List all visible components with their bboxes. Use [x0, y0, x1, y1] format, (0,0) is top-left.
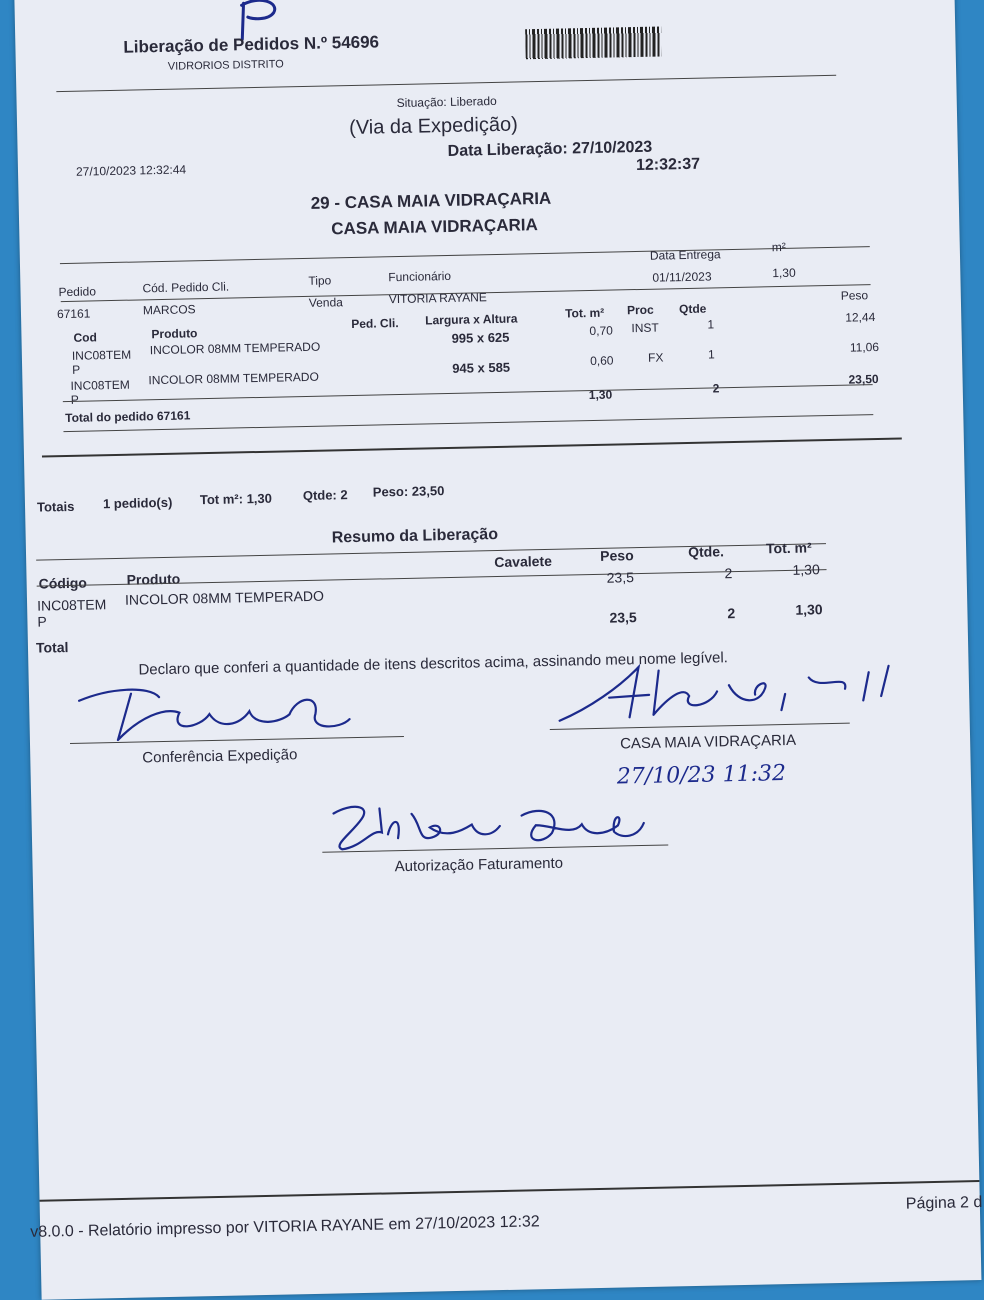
via-label: (Via da Expedição): [348, 113, 518, 140]
release-time: 12:32:37: [635, 155, 701, 175]
divider: [63, 384, 873, 402]
conferencia-label: Conferência Expedição: [142, 746, 298, 767]
autorizacao-label: Autorização Faturamento: [394, 854, 564, 876]
report-sheet: [14, 0, 981, 1300]
col-header-cod-pedido-cli: Cód. Pedido Cli.: [142, 279, 230, 296]
report-title: Liberação de Pedidos N.º 54696: [123, 32, 380, 57]
col-header-produto: Produto: [151, 326, 198, 342]
col-header-m2: m²: [771, 239, 786, 255]
order-total-peso: 23,50: [848, 371, 879, 387]
svg-text:27/10/23 11:32: 27/10/23 11:32: [616, 761, 787, 790]
item-tot-m2: 0,60: [589, 353, 614, 369]
order-m2: 1,30: [772, 265, 796, 281]
summary-header-peso: Peso: [600, 547, 634, 564]
handwritten-date: [612, 752, 883, 794]
summary-total-m2: 1,30: [795, 601, 823, 618]
client-name-1: 29 - CASA MAIA VIDRAÇARIA: [310, 188, 552, 213]
item-cod: INC08TEM: [71, 347, 132, 363]
col-header-tipo: Tipo: [308, 273, 332, 288]
order-total-m2: 1,30: [588, 387, 613, 403]
item-cod-suffix: P: [72, 362, 81, 377]
item-dimensions: 945 x 585: [452, 359, 511, 376]
summary-produto: INCOLOR 08MM TEMPERADO: [124, 587, 325, 608]
summary-header-codigo: Código: [38, 574, 88, 592]
summary-total-label: Total: [35, 639, 69, 656]
footer-page-number: Página 2 d: [905, 1193, 983, 1213]
client-signature-label: CASA MAIA VIDRAÇARIA: [619, 731, 797, 753]
company-name: VIDRORIOS DISTRITO: [167, 58, 284, 73]
summary-header-tot-m2: Tot. m²: [765, 539, 812, 557]
client-name-2: CASA MAIA VIDRAÇARIA: [331, 215, 538, 239]
totals-label: Totais: [36, 498, 75, 515]
item-produto: INCOLOR 08MM TEMPERADO: [148, 369, 320, 388]
summary-tot-m2: 1,30: [792, 561, 820, 578]
item-qtde: 1: [707, 317, 715, 332]
summary-title: Resumo da Liberação: [331, 525, 499, 547]
print-datetime: 27/10/2023 12:32:44: [75, 162, 187, 179]
summary-qtde: 2: [724, 565, 733, 582]
item-peso: 11,06: [849, 339, 880, 355]
col-header-pedido: Pedido: [58, 284, 97, 300]
col-header-qtde: Qtde: [678, 301, 707, 317]
order-total-qtde: 2: [712, 381, 720, 396]
order-tipo: Venda: [308, 295, 344, 310]
status-text: Situação: Liberado: [396, 93, 497, 111]
order-funcionario: VITORIA RAYANE: [388, 290, 487, 307]
divider: [42, 438, 902, 458]
item-tot-m2: 0,70: [589, 323, 613, 339]
order-pedido: 67161: [56, 306, 91, 322]
footer-divider: [40, 1180, 980, 1202]
col-header-dimensions: Largura x Altura: [425, 311, 518, 328]
summary-codigo: INC08TEM: [36, 596, 107, 614]
col-header-funcionario: Funcionário: [388, 268, 452, 285]
summary-header-produto: Produto: [126, 570, 181, 588]
order-data-entrega: 01/11/2023: [652, 269, 712, 285]
summary-total-peso: 23,5: [609, 609, 637, 626]
declaration-text: Declaro que conferi a quantidade de itens descritos acima, assinando meu nome legível.: [138, 649, 729, 679]
summary-header-qtde: Qtde.: [687, 543, 725, 561]
item-qtde: 1: [707, 347, 715, 362]
col-header-proc: Proc: [626, 302, 654, 318]
order-total-label: Total do pedido 67161: [65, 408, 191, 426]
item-proc: INST: [631, 320, 659, 336]
summary-header-cavalete: Cavalete: [494, 552, 553, 571]
totals-pedidos: 1 pedido(s): [102, 494, 173, 512]
totals-tot-m2: Tot m²: 1,30: [199, 490, 273, 508]
barcode: [525, 26, 662, 59]
item-cod-suffix: P: [70, 392, 79, 407]
divider: [56, 75, 836, 92]
release-date: Data Liberação: 27/10/2023: [447, 138, 653, 160]
order-cod-pedido-cli: MARCOS: [142, 302, 196, 318]
summary-codigo-suffix: P: [37, 613, 47, 630]
col-header-tot-m2: Tot. m²: [564, 305, 605, 321]
footer-printed-by: v8.0.0 - Relatório impresso por VITORIA RAYANE em 27/10/2023 12:32: [30, 1213, 540, 1241]
item-peso: 12,44: [845, 310, 876, 325]
item-produto: INCOLOR 08MM TEMPERADO: [149, 339, 321, 358]
item-cod: INC08TEM: [70, 377, 130, 393]
divider: [60, 246, 870, 264]
col-header-peso: Peso: [840, 288, 869, 303]
col-header-ped-cli: Ped. Cli.: [351, 316, 399, 332]
totals-qtde: Qtde: 2: [302, 487, 348, 504]
summary-total-qtde: 2: [727, 605, 736, 622]
summary-peso: 23,5: [606, 569, 635, 586]
item-proc: FX: [647, 350, 664, 365]
col-header-data-entrega: Data Entrega: [649, 247, 721, 263]
col-header-cod: Cod: [73, 330, 97, 345]
totals-peso: Peso: 23,50: [372, 483, 445, 500]
item-dimensions: 995 x 625: [451, 329, 510, 346]
